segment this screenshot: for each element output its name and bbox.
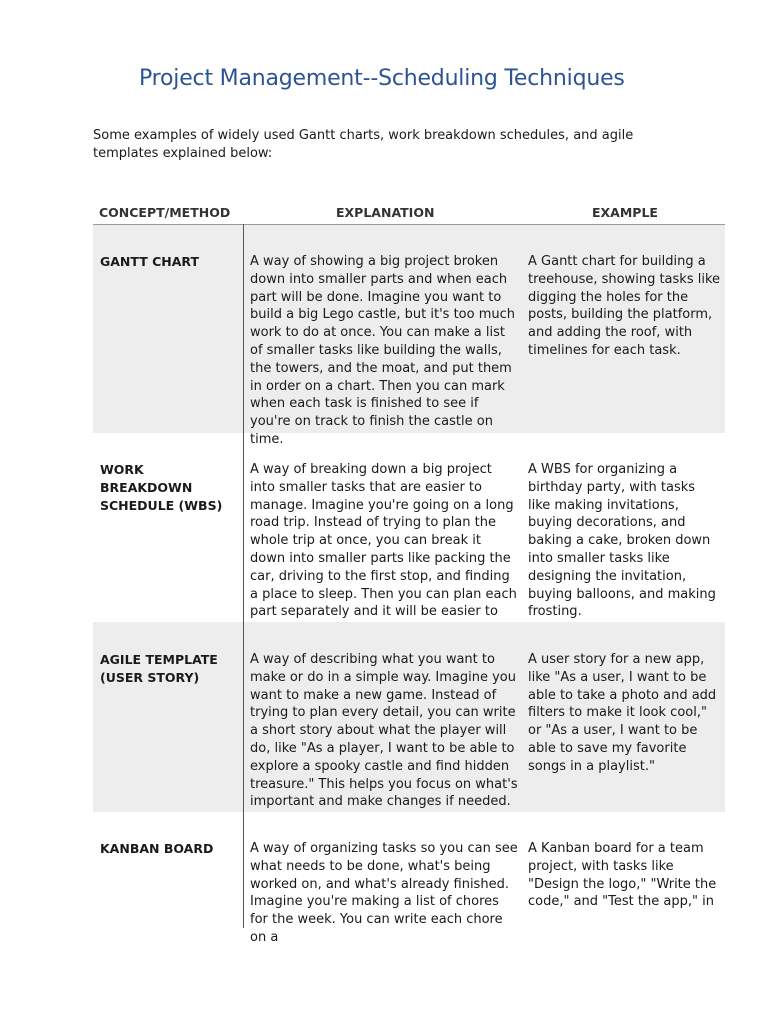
explanation-cell: A way of showing a big project broken down into smaller parts and when each part will be done. Imagine you want to build a big Lego castle, but it's too much work to do at once. You can make a list of smaller tasks like building the walls, the towers, and the moat, and put them in order on a chart. Then you can mark when each task is finished to see if you're on track to finish the castle on time. bbox=[250, 254, 515, 447]
table-header bbox=[93, 202, 725, 225]
example-cell: A WBS for organizing a birthday party, with tasks like making invitations, buying decorations, and baking a cake, broken down into smaller tasks like designing the invitation, buying balloons, and making frosting. bbox=[528, 462, 716, 620]
explanation-cell: A way of organizing tasks so you can see what needs to be done, what's being worked on, and what's already finished. Imagine you're making a list of chores for the week. You can write each chore on a bbox=[250, 841, 518, 945]
intro-paragraph: Some examples of widely used Gantt charts, work breakdown schedules, and agile templates explained below: bbox=[93, 128, 634, 161]
techniques-table bbox=[93, 202, 725, 945]
concept-cell: AGILE TEMPLATE (USER STORY) bbox=[100, 652, 218, 685]
table-row-kanban bbox=[93, 812, 725, 945]
concept-cell: KANBAN BOARD bbox=[100, 841, 214, 856]
header-explanation: EXPLANATION bbox=[336, 205, 435, 220]
concept-cell: WORK BREAKDOWN SCHEDULE (WBS) bbox=[100, 462, 223, 513]
column-divider bbox=[243, 224, 244, 928]
explanation-cell: A way of describing what you want to make or do in a simple way. Imagine you want to make a new game. Instead of trying to plan every detail, you can write a short story about what the player will do, like "As a player, I want to be able to explore a spooky castle and find hidden treasure." This helps you focus on what's important and make changes if needed. bbox=[250, 652, 518, 810]
header-concept: CONCEPT/METHOD bbox=[99, 205, 231, 220]
table-row-wbs bbox=[93, 433, 725, 622]
page-title: Project Management--Scheduling Techniques bbox=[139, 66, 625, 91]
example-cell: A Gantt chart for building a treehouse, showing tasks like digging the holes for the posts, building the platform, and adding the roof, with timelines for each task. bbox=[528, 254, 721, 358]
example-cell: A user story for a new app, like "As a user, I want to be able to take a photo and add filters to make it look cool," or "As a user, I want to be able to save my favorite songs in a playlist." bbox=[528, 652, 717, 774]
concept-cell: GANTT CHART bbox=[100, 254, 199, 269]
header-example: EXAMPLE bbox=[592, 205, 658, 220]
table-row-agile bbox=[93, 622, 725, 812]
example-cell: A Kanban board for a team project, with tasks like "Design the logo," "Write the code," and "Test the app," in bbox=[528, 841, 717, 910]
explanation-cell: A way of breaking down a big project into smaller tasks that are easier to manage. Imagine you're going on a long road trip. Instead of trying to plan the whole trip at once, you can break it down into smaller parts like packing the car, driving to the first stop, and finding a place to sleep. Then you can plan each part separately and it will be easier to bbox=[250, 462, 517, 620]
table-row-gantt bbox=[93, 225, 725, 447]
